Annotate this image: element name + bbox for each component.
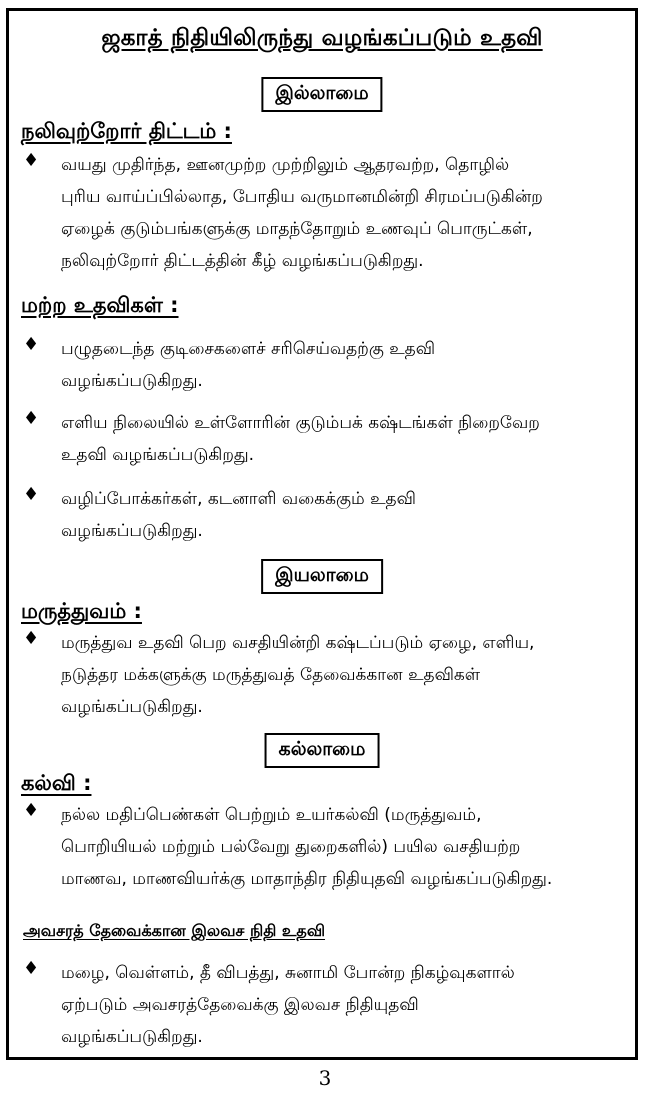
item-text: வழிப்போக்கர்கள், கடனாளி வகைக்கும் உதவி வழங்கப்படுகிறது. [61, 489, 416, 541]
diamond-bullet-icon: ♦ [23, 334, 40, 355]
banner-kallamai: கல்லாமை [265, 733, 380, 768]
page-title: ஜகாத் நிதியிலிருந்து வழங்கப்படும் உதவி [101, 25, 543, 51]
heading-maruthuvam: மருத்துவம் : [21, 599, 142, 623]
list-item [23, 483, 633, 547]
diamond-bullet-icon: ♦ [23, 800, 40, 821]
diamond-bullet-icon: ♦ [23, 150, 40, 171]
diamond-bullet-icon: ♦ [23, 484, 40, 505]
item-text: எளிய நிலையில் உள்ளோரின் குடும்பக் கஷ்டங்கள் நிறைவேற உதவி வழங்கப்படுகிறது. [61, 413, 540, 465]
heading-kalvi: கல்வி : [21, 771, 92, 795]
heading-emergency-aid: அவசரத் தேவைக்கான இலவச நிதி உதவி [23, 921, 326, 940]
list-item [23, 957, 633, 1053]
diamond-bullet-icon: ♦ [23, 628, 40, 649]
list-item [23, 627, 633, 723]
list-item [23, 407, 633, 471]
item-text: பழுதடைந்த குடிசைகளைச் சரிசெய்வதற்கு உதவி வழங்கப்படுகிறது. [61, 339, 436, 391]
diamond-bullet-icon: ♦ [23, 408, 40, 429]
heading-matra-udhavigal: மற்ற உதவிகள் : [21, 293, 179, 317]
item-text: மருத்துவ உதவி பெற வசதியின்றி கஷ்டப்படும் ஏழை, எளிய, நடுத்தர மக்களுக்கு மருத்துவத் தேவைக்கான உதவிகள் வழங்கப்படுகிறது. [61, 633, 535, 717]
banner-illamai: இல்லாமை [261, 77, 382, 112]
list-item [23, 799, 633, 895]
page-number: 3 [318, 1066, 332, 1090]
item-text: வயது முதிர்ந்த, ஊனமுற்ற முற்றிலும் ஆதரவற்ற, தொழில் புரிய வாய்ப்பில்லாத, போதிய வருமானமின்றி சிரமப்படுகின்ற ஏழைக் குடும்பங்களுக்கு மாதந்தோறும் உணவுப் பொருட்கள், நலிவுற்றோர் திட்டத்தின் கீழ் வழங்கப்படுகிறது. [61, 155, 543, 271]
list-item [23, 149, 633, 277]
page-border [6, 8, 638, 1060]
list-item [23, 333, 633, 397]
item-text: நல்ல மதிப்பெண்கள் பெற்றும் உயர்கல்வி (மருத்துவம், பொறியியல் மற்றும் பல்வேறு துறைகளில்) பயில வசதியற்ற மாணவ, மாணவியர்க்கு மாதாந்திர நிதியுதவி வழங்கப்படுகிறது. [61, 805, 553, 889]
heading-nalivutror-thittam: நலிவுற்றோர் திட்டம் : [21, 119, 232, 143]
diamond-bullet-icon: ♦ [23, 958, 40, 979]
item-text: மழை, வெள்ளம், தீ விபத்து, சுனாமி போன்ற நிகழ்வுகளால் ஏற்படும் அவசரத்தேவைக்கு இலவச நிதியுதவி வழங்கப்படுகிறது. [61, 963, 515, 1047]
banner-iyalamai: இயலாமை [261, 559, 383, 594]
